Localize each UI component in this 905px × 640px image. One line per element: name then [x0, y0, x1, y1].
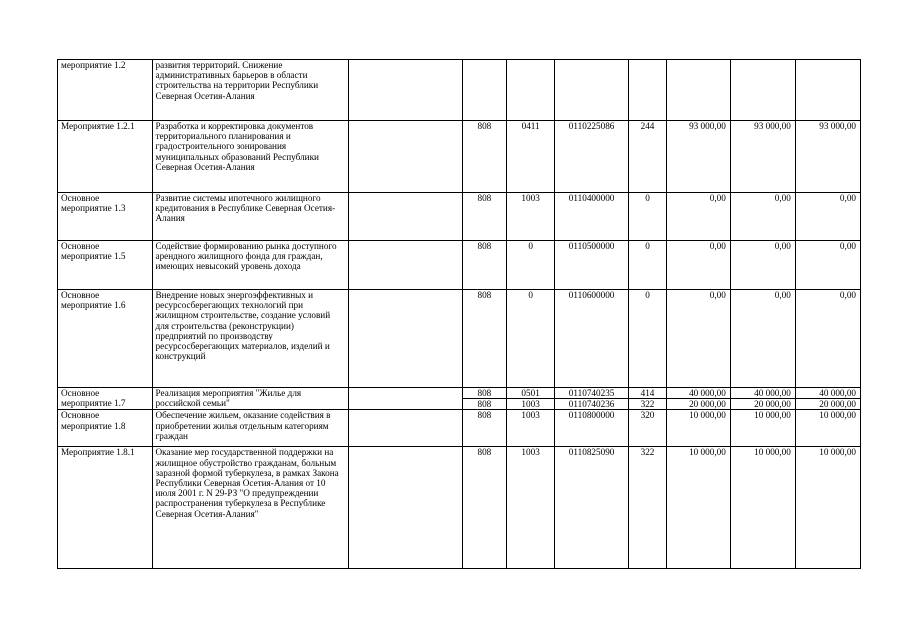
vr-cell: 414 — [629, 388, 667, 399]
grbs-cell: 808 — [462, 290, 507, 388]
vr-cell: 244 — [629, 121, 667, 193]
measure-description: Разработка и корректировка документов территориального планирования и градостроительного зонирования муниципальных образований Республики Северная Осетия-Алания — [152, 121, 348, 193]
amount-year2: 0,00 — [730, 290, 795, 388]
measure-name: Основное мероприятие 1.7 — [58, 388, 153, 410]
amount-year1: 10 000,00 — [666, 447, 730, 569]
vr-cell: 0 — [629, 193, 667, 241]
csr-cell — [555, 60, 629, 121]
measure-name: Основное мероприятие 1.5 — [58, 241, 153, 290]
grbs-cell: 808 — [462, 399, 507, 410]
amount-year1: 0,00 — [666, 193, 730, 241]
rzpr-cell: 1003 — [507, 447, 555, 569]
executor-cell — [348, 193, 462, 241]
grbs-cell: 808 — [462, 121, 507, 193]
measure-description: Содействие формированию рынка доступного арендного жилищного фонда для граждан, имеющих невысокий уровень дохода — [152, 241, 348, 290]
table-row — [58, 241, 861, 290]
measure-name: Основное мероприятие 1.8 — [58, 410, 153, 447]
executor-cell — [348, 447, 462, 569]
table-row — [58, 121, 861, 193]
amount-year2: 40 000,00 — [730, 388, 795, 399]
measure-name: Основное мероприятие 1.3 — [58, 193, 153, 241]
amount-year2: 93 000,00 — [730, 121, 795, 193]
amount-year3: 0,00 — [795, 241, 860, 290]
amount-year3: 40 000,00 — [795, 388, 860, 399]
table-row — [58, 193, 861, 241]
measure-name: Мероприятие 1.2.1 — [58, 121, 153, 193]
vr-cell: 0 — [629, 241, 667, 290]
amount-year3 — [795, 60, 860, 121]
rzpr-cell: 0411 — [507, 121, 555, 193]
rzpr-cell: 0 — [507, 241, 555, 290]
amount-year1: 10 000,00 — [666, 410, 730, 447]
amount-year1 — [666, 60, 730, 121]
measure-name: Мероприятие 1.8.1 — [58, 447, 153, 569]
csr-cell: 0110600000 — [555, 290, 629, 388]
amount-year3: 0,00 — [795, 193, 860, 241]
amount-year3: 10 000,00 — [795, 447, 860, 569]
executor-cell — [348, 241, 462, 290]
amount-year1: 0,00 — [666, 241, 730, 290]
vr-cell: 320 — [629, 410, 667, 447]
executor-cell — [348, 388, 462, 410]
measure-name: Основное мероприятие 1.6 — [58, 290, 153, 388]
executor-cell — [348, 290, 462, 388]
executor-cell — [348, 121, 462, 193]
measure-description: Развитие системы ипотечного жилищного кредитования в Республике Северная Осетия-Алания — [152, 193, 348, 241]
measure-description: Обеспечение жильем, оказание содействия в приобретении жилья отдельным категориям граждан — [152, 410, 348, 447]
amount-year2: 0,00 — [730, 193, 795, 241]
measure-description: Реализация мероприятия "Жилье для российской семьи" — [152, 388, 348, 410]
csr-cell: 0110740235 — [555, 388, 629, 399]
csr-cell: 0110225086 — [555, 121, 629, 193]
amount-year3: 10 000,00 — [795, 410, 860, 447]
grbs-cell: 808 — [462, 410, 507, 447]
rzpr-cell: 1003 — [507, 399, 555, 410]
executor-cell — [348, 60, 462, 121]
csr-cell: 0110825090 — [555, 447, 629, 569]
measure-description: Внедрение новых энергоэффективных и ресурсосберегающих технологий при жилищном строительстве, создание условий для строительства (реконструкции) предприятий по производству ресурсосберегающих материалов, изделий и конструкций — [152, 290, 348, 388]
vr-cell: 0 — [629, 290, 667, 388]
amount-year1: 40 000,00 — [666, 388, 730, 399]
vr-cell — [629, 60, 667, 121]
measure-name: мероприятие 1.2 — [58, 60, 153, 121]
budget-table — [57, 59, 861, 569]
rzpr-cell: 1003 — [507, 410, 555, 447]
table-row — [58, 410, 861, 447]
amount-year2: 20 000,00 — [730, 399, 795, 410]
grbs-cell: 808 — [462, 241, 507, 290]
csr-cell: 0110500000 — [555, 241, 629, 290]
grbs-cell: 808 — [462, 447, 507, 569]
table-row — [58, 388, 861, 399]
csr-cell: 0110400000 — [555, 193, 629, 241]
vr-cell: 322 — [629, 399, 667, 410]
csr-cell: 0110800000 — [555, 410, 629, 447]
amount-year3: 0,00 — [795, 290, 860, 388]
amount-year1: 0,00 — [666, 290, 730, 388]
rzpr-cell: 0 — [507, 290, 555, 388]
rzpr-cell: 0501 — [507, 388, 555, 399]
vr-cell: 322 — [629, 447, 667, 569]
measure-description: развития территорий. Снижение административных барьеров в области строительства на территории Республики Северная Осетия-Алания — [152, 60, 348, 121]
amount-year1: 20 000,00 — [666, 399, 730, 410]
amount-year2 — [730, 60, 795, 121]
rzpr-cell — [507, 60, 555, 121]
table-row — [58, 60, 861, 121]
grbs-cell: 808 — [462, 193, 507, 241]
rzpr-cell: 1003 — [507, 193, 555, 241]
amount-year2: 0,00 — [730, 241, 795, 290]
table-row — [58, 447, 861, 569]
amount-year2: 10 000,00 — [730, 410, 795, 447]
amount-year3: 93 000,00 — [795, 121, 860, 193]
csr-cell: 0110740236 — [555, 399, 629, 410]
executor-cell — [348, 410, 462, 447]
grbs-cell: 808 — [462, 388, 507, 399]
grbs-cell — [462, 60, 507, 121]
amount-year3: 20 000,00 — [795, 399, 860, 410]
measure-description: Оказание мер государственной поддержки на жилищное обустройство гражданам, больным заразной формой туберкулеза, в рамках Закона Республики Северная Осетия-Алания от 10 июля 2001 г. N 29-РЗ "О предупреждении распространения туберкулеза в Республике Северная Осетия-Алания" — [152, 447, 348, 569]
amount-year1: 93 000,00 — [666, 121, 730, 193]
table-row — [58, 290, 861, 388]
amount-year2: 10 000,00 — [730, 447, 795, 569]
